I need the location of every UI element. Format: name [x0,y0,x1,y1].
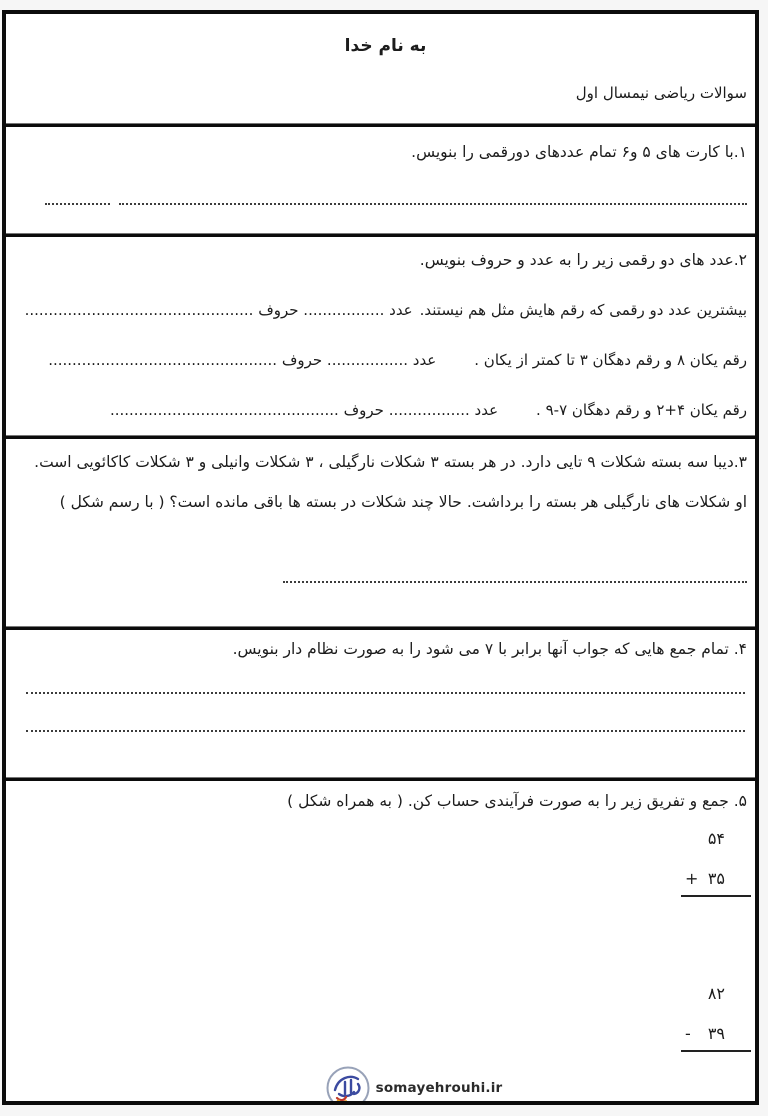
question-2-subline [24,299,747,321]
question-1-answer-area [24,199,747,205]
plus-sign: + [685,869,699,888]
subtraction-problem [687,983,747,1052]
question-3 [6,439,755,626]
addition-bottom-row [687,868,747,890]
answer-line-long [119,199,747,205]
question-4-text: ۴. تمام جمع هایی که جواب آنها برابر با ۷ می شود را به صورت نظام دار بنویس. [232,640,747,658]
question-4-answer-line-2 [26,726,745,732]
question-2-text: ۲.عدد های دو رقمی زیر را به عدد و حروف بنویس. [419,251,747,269]
footer [52,1065,759,1105]
page-frame [2,10,759,1105]
q2-line-2-answer-blanks: عدد ................. حروف ................................................ [48,351,437,369]
addition-problem [687,828,747,897]
answer-line-short [45,199,110,205]
question-2-subline [24,349,747,371]
question-2-subline [24,399,747,421]
subtraction-rule-line [681,1050,751,1052]
q2-line-1-text: بیشترین عدد دو رقمی که رقم هایش مثل هم نیستند. [419,301,747,319]
site-url-text: somayehrouhi.ir [375,1080,503,1096]
question-4 [6,630,755,777]
question-5-text: ۵. جمع و تفریق زیر را به صورت فرآیندی حساب کن. ( به همراه شکل ) [287,792,747,810]
question-3-text-line-2: او شکلات های نارگیلی هر بسته را برداشت. حالا چند شکلات در بسته ها باقی مانده است؟ ( با رسم شکل ) [59,493,747,511]
page-title: به نام خدا [344,36,427,56]
question-1-text: ۱.با کارت های ۵ و۶ تمام عددهای دورقمی را بنویس. [411,143,747,161]
subtraction-bottom-row [687,1023,747,1045]
q2-line-3-answer-blanks: عدد ................. حروف ................................................ [109,401,499,419]
question-5 [6,781,755,1101]
minus-sign: - [685,1024,691,1043]
addition-rule-line [681,895,751,897]
q2-line-1-answer-blanks: عدد ................. حروف ................................................ [24,301,413,319]
subtraction-bottom-operand: ۳۹ [707,1024,725,1043]
site-logo-icon [325,1065,371,1105]
q2-line-2-text: رقم یکان ۸ و رقم دهگان ۳ تا کمتر از یکان . [474,351,747,369]
header [6,14,755,123]
subtraction-top-operand: ۸۲ [707,984,725,1003]
page-subtitle: سوالات ریاضی نیمسال اول [575,84,747,102]
question-3-answer-line [283,577,747,583]
question-2 [6,237,755,435]
question-1 [6,127,755,233]
addition-bottom-operand: ۳۵ [707,869,725,888]
question-4-answer-line-1 [26,688,745,694]
q2-line-3-text: رقم یکان ۴+۲ و رقم دهگان ۷-۹ . [536,401,747,419]
question-3-text-line-1: ۳.دیبا سه بسته شکلات ۹ تایی دارد. در هر بسته ۳ شکلات نارگیلی ، ۳ شکلات وانیلی و ۳ شکلات کاکائویی است. [34,453,747,471]
addition-top-operand: ۵۴ [707,829,725,848]
